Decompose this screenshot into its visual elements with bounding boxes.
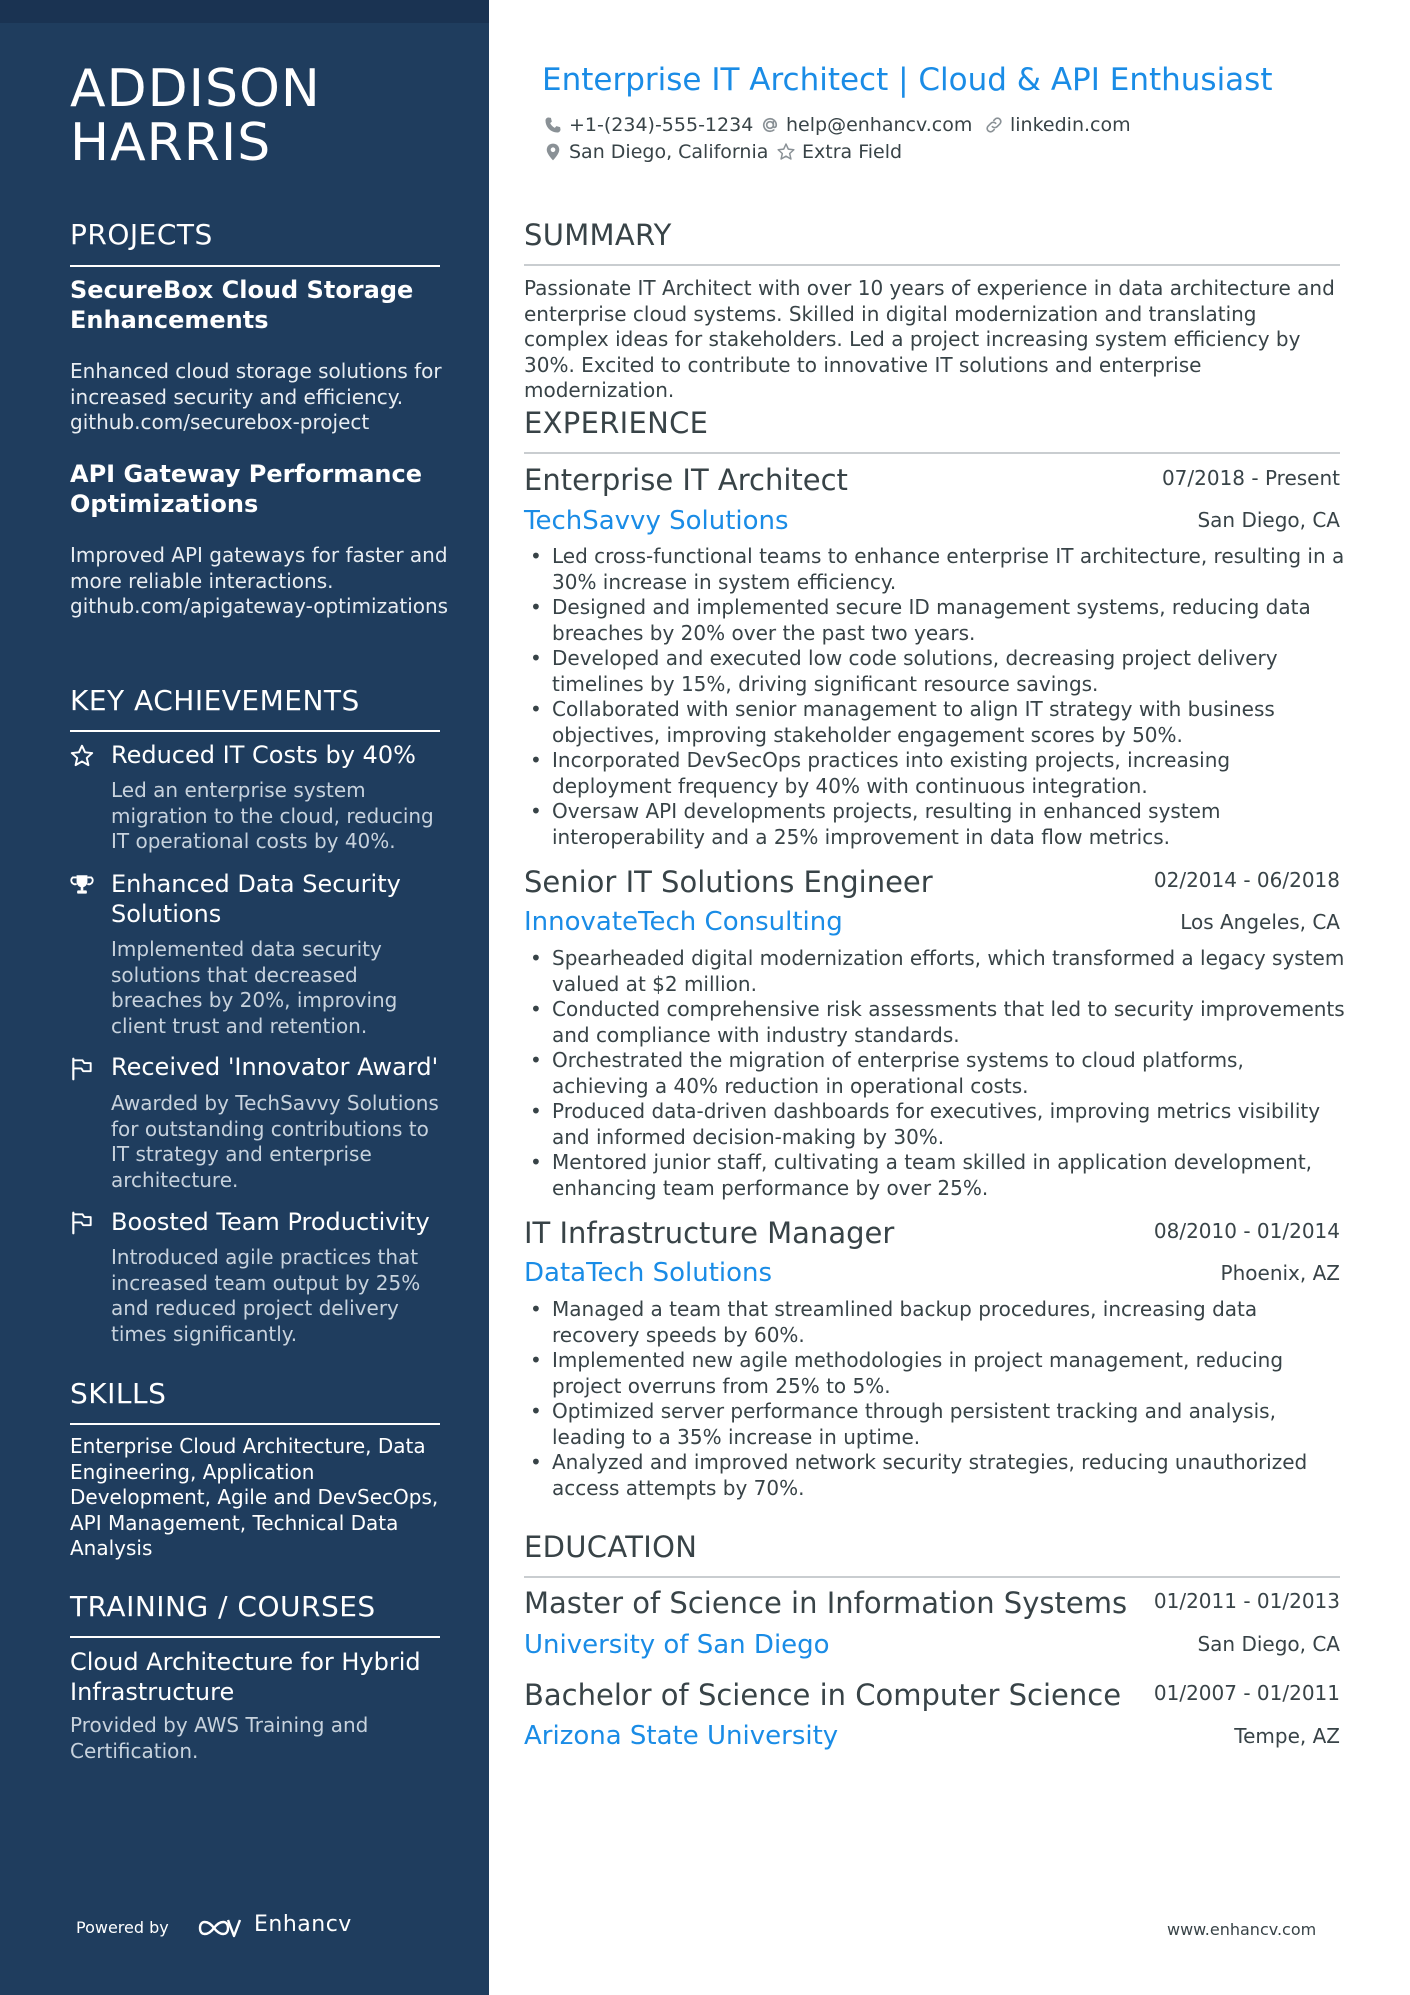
location-pin-icon: [543, 142, 563, 162]
job-title: Enterprise IT Architect: [524, 463, 848, 497]
star-icon: [776, 142, 796, 162]
experience-heading: EXPERIENCE: [524, 406, 709, 440]
job-title: Senior IT Solutions Engineer: [524, 865, 933, 899]
achievements-divider: [70, 730, 440, 732]
star-icon: [69, 743, 95, 769]
education-dates: 01/2007 - 01/2011: [1153, 1681, 1340, 1705]
summary-text: Passionate IT Architect with over 10 years of experience in data architecture and enterprise cloud systems. Skilled in digital modernization and translating complex ideas for stakeholders. Led a project increasing system efficiency by 30%. Excited to contribute to innovative IT solutions and enterprise modernization.: [524, 276, 1335, 402]
powered-by-label: Powered by: [76, 1918, 169, 1937]
headline: Enterprise IT Architect | Cloud & API Enthusiast: [542, 62, 1273, 98]
project-description: Improved API gateways for faster and more reliable interactions. github.com/apigateway-optimizations: [70, 543, 449, 618]
list-item: • Spearheaded digital modernization efforts, which transformed a legacy system valued at $2 million.: [524, 946, 1346, 997]
trophy-icon: [69, 872, 95, 898]
phone-icon: [543, 115, 563, 135]
project-title: API Gateway Performance Optimizations: [70, 460, 422, 518]
list-item: • Developed and executed low code solutions, decreasing project delivery timelines by 15%, driving significant resource savings.: [524, 646, 1346, 697]
candidate-name: [70, 59, 321, 173]
list-item: • Led cross-functional teams to enhance enterprise IT architecture, resulting in a 30% increase in system efficiency.: [524, 544, 1346, 595]
email-address[interactable]: help@enhancv.com: [786, 114, 973, 136]
list-item: • Designed and implemented secure ID management systems, reducing data breaches by 20% over the past two years.: [524, 595, 1346, 646]
education-dates: 01/2011 - 01/2013: [1153, 1589, 1340, 1613]
at-sign-icon: [760, 115, 780, 135]
achievement-description: Awarded by TechSavvy Solutions for outstanding contributions to IT strategy and enterprise architecture.: [111, 1091, 439, 1192]
footer-url[interactable]: www.enhancv.com: [1167, 1920, 1317, 1939]
sidebar: [0, 0, 489, 1995]
achievement-description: Implemented data security solutions that decreased breaches by 20%, improving client trust and retention.: [111, 937, 398, 1038]
list-item: • Incorporated DevSecOps practices into existing projects, increasing deployment frequency by 40% with continuous integration.: [524, 748, 1346, 799]
school-name[interactable]: University of San Diego: [524, 1630, 830, 1660]
training-heading: TRAINING / COURSES: [70, 1590, 376, 1623]
flag-icon: [69, 1210, 95, 1236]
list-item: • Collaborated with senior management to align IT strategy with business objectives, improving stakeholder engagement scores by 50%.: [524, 697, 1346, 748]
list-item: • Conducted comprehensive risk assessments that led to security improvements and compliance with industry standards.: [524, 997, 1346, 1048]
skills-list: Enterprise Cloud Architecture, Data Engineering, Application Development, Agile and DevSecOps, API Management, Technical Data Analysis: [70, 1434, 439, 1560]
job-location: Phoenix, AZ: [1220, 1261, 1340, 1285]
job-location: San Diego, CA: [1197, 508, 1340, 532]
list-item: • Managed a team that streamlined backup procedures, increasing data recovery speeds by 60%.: [524, 1297, 1346, 1348]
degree-title: Bachelor of Science in Computer Science: [524, 1678, 1122, 1712]
link-icon: [984, 115, 1004, 135]
name-first: ADDISON: [70, 59, 321, 119]
degree-title: Master of Science in Information Systems: [524, 1586, 1128, 1620]
company-name[interactable]: InnovateTech Consulting: [524, 907, 843, 937]
enhancv-logo-icon[interactable]: [196, 1914, 244, 1942]
course-title: Cloud Architecture for Hybrid Infrastructure: [70, 1648, 421, 1706]
achievement-title: Reduced IT Costs by 40%: [111, 741, 416, 769]
job-title: IT Infrastructure Manager: [524, 1216, 895, 1250]
school-location: Tempe, AZ: [1234, 1724, 1340, 1748]
experience-divider: [524, 452, 1340, 454]
list-item: • Implemented new agile methodologies in project management, reducing project overruns from 25% to 5%.: [524, 1348, 1346, 1399]
location-text: San Diego, California: [569, 141, 769, 163]
achievement-title: Boosted Team Productivity: [111, 1208, 430, 1236]
course-description: Provided by AWS Training and Certification.: [70, 1713, 369, 1763]
project-description: Enhanced cloud storage solutions for increased security and efficiency. github.com/securebox-project: [70, 359, 442, 434]
list-item: • Optimized server performance through persistent tracking and analysis, leading to a 35% increase in uptime.: [524, 1399, 1346, 1450]
list-item: • Orchestrated the migration of enterprise systems to cloud platforms, achieving a 40% reduction in operational costs.: [524, 1048, 1346, 1099]
list-item: • Analyzed and improved network security strategies, reducing unauthorized access attempts by 70%.: [524, 1450, 1346, 1501]
name-last: HARRIS: [70, 113, 272, 173]
job-bullets: [524, 544, 1346, 850]
skills-divider: [70, 1423, 440, 1425]
education-heading: EDUCATION: [524, 1530, 698, 1564]
sidebar-top-band: [0, 0, 489, 23]
flag-icon: [69, 1056, 95, 1082]
job-bullets: [524, 1297, 1346, 1501]
achievements-heading: KEY ACHIEVEMENTS: [70, 684, 360, 717]
training-divider: [70, 1636, 440, 1638]
job-location: Los Angeles, CA: [1180, 910, 1340, 934]
enhancv-brand[interactable]: Enhancv: [254, 1912, 352, 1937]
education-divider: [524, 1576, 1340, 1578]
projects-heading: PROJECTS: [70, 218, 213, 251]
linkedin-link[interactable]: linkedin.com: [1010, 114, 1131, 136]
projects-divider: [70, 265, 440, 267]
achievement-title: Enhanced Data Security Solutions: [111, 870, 401, 928]
project-title: SecureBox Cloud Storage Enhancements: [70, 276, 414, 334]
list-item: • Mentored junior staff, cultivating a team skilled in application development, enhancing team performance by over 25%.: [524, 1150, 1346, 1201]
summary-heading: SUMMARY: [524, 218, 672, 252]
list-item: • Produced data-driven dashboards for executives, improving metrics visibility and informed decision-making by 30%.: [524, 1099, 1346, 1150]
job-bullets: [524, 946, 1346, 1201]
company-name[interactable]: TechSavvy Solutions: [524, 506, 789, 536]
phone-number[interactable]: +1-(234)-555-1234: [569, 114, 754, 136]
achievement-description: Led an enterprise system migration to the cloud, reducing IT operational costs by 40%.: [111, 778, 434, 853]
extra-field: Extra Field: [802, 141, 903, 163]
job-dates: 07/2018 - Present: [1161, 466, 1340, 490]
company-name[interactable]: DataTech Solutions: [524, 1258, 773, 1288]
job-dates: 02/2014 - 06/2018: [1153, 868, 1340, 892]
skills-heading: SKILLS: [70, 1377, 167, 1410]
achievement-title: Received 'Innovator Award': [111, 1053, 439, 1081]
job-dates: 08/2010 - 01/2014: [1153, 1219, 1340, 1243]
school-name[interactable]: Arizona State University: [524, 1721, 839, 1751]
school-location: San Diego, CA: [1197, 1632, 1340, 1656]
list-item: • Oversaw API developments projects, resulting in enhanced system interoperability and a 25% improvement in data flow metrics.: [524, 799, 1346, 850]
summary-divider: [524, 264, 1340, 266]
achievement-description: Introduced agile practices that increased team output by 25% and reduced project delivery times significantly.: [111, 1245, 421, 1346]
